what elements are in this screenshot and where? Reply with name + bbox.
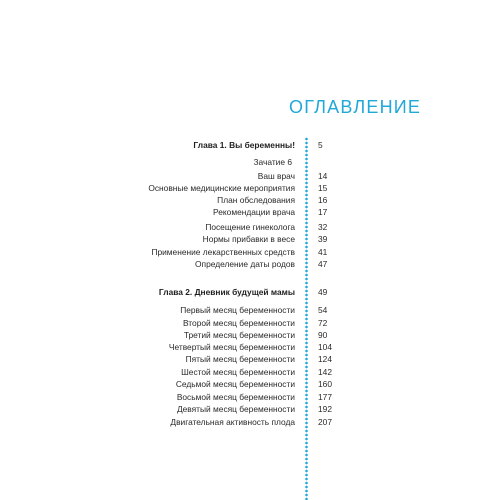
entry-page-number: 32 — [318, 222, 328, 232]
entry-label: Зачатие — [253, 157, 285, 167]
entry-page-number: 177 — [318, 392, 332, 402]
entry-page-number: 207 — [318, 417, 332, 427]
entry-label-inline — [253, 156, 292, 168]
entry-page-number: 16 — [318, 195, 328, 205]
toc-entry[interactable] — [0, 170, 500, 182]
entry-page-number: 14 — [318, 171, 328, 181]
chapter-label: Глава 2. Дневник будущей мамы — [158, 287, 295, 297]
entry-label: Второй месяц беременности — [183, 318, 295, 328]
toc-entry[interactable] — [0, 317, 500, 329]
entry-label: Нормы прибавки в весе — [202, 234, 295, 244]
toc-entry[interactable] — [0, 206, 500, 218]
entry-label: Рекомендации врача — [213, 207, 295, 217]
toc-entry[interactable] — [0, 391, 500, 403]
chapter-page-number: 5 — [318, 140, 323, 150]
entry-page-number: 41 — [318, 247, 328, 257]
toc-entry[interactable] — [0, 194, 500, 206]
entry-label: Седьмой месяц беременности — [175, 379, 295, 389]
chapter-page-number: 49 — [318, 287, 328, 297]
entry-page-number: 54 — [318, 305, 328, 315]
entry-label: Определение даты родов — [195, 259, 295, 269]
toc-entry[interactable] — [0, 233, 500, 245]
toc-chapter[interactable] — [0, 139, 500, 151]
toc-entry[interactable] — [0, 304, 500, 316]
entry-label: Пятый месяц беременности — [185, 354, 295, 364]
entry-label: План обследования — [217, 195, 295, 205]
entry-label: Третий месяц беременности — [183, 330, 295, 340]
toc-entry[interactable] — [0, 221, 500, 233]
toc-entry[interactable] — [0, 329, 500, 341]
entry-label: Шестой месяц беременности — [181, 367, 295, 377]
toc-entry[interactable] — [0, 366, 500, 378]
toc-entry[interactable] — [0, 341, 500, 353]
entry-label: Четвертый месяц беременности — [168, 342, 295, 352]
entry-label: Первый месяц беременности — [180, 305, 295, 315]
entry-page-number: 39 — [318, 234, 328, 244]
entry-page-number: 17 — [318, 207, 328, 217]
entry-label: Девятый месяц беременности — [176, 404, 295, 414]
entry-label: Восьмой месяц беременности — [176, 392, 295, 402]
entry-page-number: 192 — [318, 404, 332, 414]
entry-label: Ваш врач — [257, 171, 295, 181]
toc-entry[interactable] — [0, 378, 500, 390]
toc-entry[interactable] — [0, 258, 500, 270]
entry-label: Двигательная активность плода — [170, 417, 295, 427]
toc-entry[interactable] — [0, 246, 500, 258]
entry-page-number: 6 — [287, 157, 292, 167]
toc-entry[interactable] — [0, 182, 500, 194]
chapter-label: Глава 1. Вы беременны! — [193, 140, 295, 150]
entry-label: Посещение гинеколога — [205, 222, 295, 232]
toc-entry[interactable] — [0, 156, 500, 168]
entry-page-number: 160 — [318, 379, 332, 389]
entry-page-number: 124 — [318, 354, 332, 364]
entry-page-number: 90 — [318, 330, 328, 340]
page-title: ОГЛАВЛЕНИЕ — [289, 97, 422, 117]
toc-entry[interactable] — [0, 416, 500, 428]
entry-label: Основные медицинские мероприятия — [148, 183, 295, 193]
entry-page-number: 15 — [318, 183, 328, 193]
entry-page-number: 72 — [318, 318, 328, 328]
toc-chapter[interactable] — [0, 286, 500, 298]
entry-page-number: 104 — [318, 342, 332, 352]
toc-entry[interactable] — [0, 403, 500, 415]
toc-entry[interactable] — [0, 353, 500, 365]
entry-page-number: 47 — [318, 259, 328, 269]
entry-page-number: 142 — [318, 367, 332, 377]
entry-label: Применение лекарственных средств — [151, 247, 295, 257]
